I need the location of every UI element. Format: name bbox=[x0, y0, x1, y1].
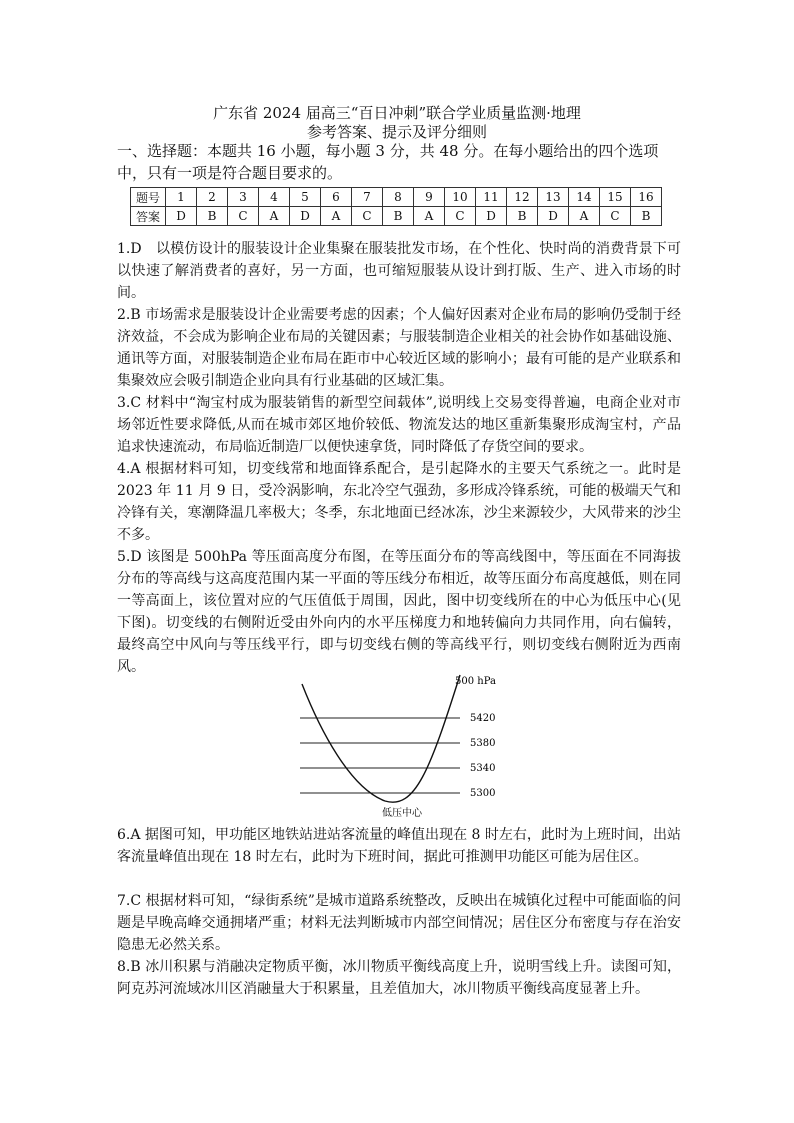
low-pressure-center-label: 低压中心 bbox=[382, 808, 422, 819]
document-title: 广东省 2024 届高三“百日冲刺”联合学业质量监测·地理 bbox=[213, 104, 581, 122]
table-cell-number: 3 bbox=[228, 188, 259, 207]
table-cell-answer: D bbox=[166, 207, 197, 226]
table-cell-answer: C bbox=[352, 207, 383, 226]
answer-table-number-row bbox=[131, 188, 662, 207]
table-cell-answer: C bbox=[445, 207, 476, 226]
table-cell-answer: B bbox=[507, 207, 538, 226]
table-cell-answer: A bbox=[414, 207, 445, 226]
table-cell-answer: A bbox=[259, 207, 290, 226]
contour-figure bbox=[290, 670, 520, 820]
table-cell-answer: C bbox=[228, 207, 259, 226]
contour-label: 5380 bbox=[470, 738, 496, 749]
table-cell-number: 5 bbox=[290, 188, 321, 207]
contour-label: 5420 bbox=[470, 713, 496, 724]
table-cell-number: 1 bbox=[166, 188, 197, 207]
answer-table bbox=[130, 187, 662, 226]
table-cell-number: 7 bbox=[352, 188, 383, 207]
table-cell-number: 16 bbox=[631, 188, 662, 207]
document-subtitle: 参考答案、提示及评分细则 bbox=[306, 123, 487, 141]
table-cell-number: 8 bbox=[383, 188, 414, 207]
explanation-q6: 6.A 据图可知，甲功能区地铁站进站客流量的峰值出现在 8 时左右，此时为上班时间，出站客流量峰值出现在 18 时左右，此时为下班时间，据此可推测甲功能区可能为居住区。 bbox=[117, 827, 681, 865]
table-cell-answer: A bbox=[321, 207, 352, 226]
table-cell-answer: D bbox=[290, 207, 321, 226]
explanation-q5: 5.D 该图是 500hPa 等压面高度分布图，在等压面分布的等高线图中，等压面在不同海拔分布的等高线与这高度范围内某一平面的等压线分布相近，故等压面分布高度越低，则在同一等高面上，该位置对应的气压值低于周围，因此，图中切变线所在的中心为低压中心(见下图)。切变线的右侧附近受由外向内的水平压梯度力和地转偏向力共同作用，向右偏转，最终高空中风向与等压线平行，即与切变线右侧的等高线平行，则切变线右侧附近为西南风。 bbox=[117, 549, 681, 675]
contour-label: 5300 bbox=[470, 788, 496, 799]
explanation-q7: 7.C 根据材料可知，“绿街系统”是城市道路系统整改，反映出在城镇化过程中可能面临的问题是早晚高峰交通拥堵严重；材料无法判断城市内部空间情况；居住区分布密度与存在治安隐患无必然关系。 bbox=[117, 893, 681, 953]
table-cell-number: 4 bbox=[259, 188, 290, 207]
answer-table-answer-row bbox=[131, 207, 662, 226]
section-heading: 一、选择题：本题共 16 小题，每小题 3 分，共 48 分。在每小题给出的四个选项中，只有一项是符合题目要求的。 bbox=[117, 142, 659, 182]
table-header-number: 题号 bbox=[131, 188, 166, 207]
table-cell-number: 15 bbox=[600, 188, 631, 207]
table-cell-number: 2 bbox=[197, 188, 228, 207]
table-cell-number: 9 bbox=[414, 188, 445, 207]
table-cell-answer: B bbox=[197, 207, 228, 226]
table-cell-answer: D bbox=[538, 207, 569, 226]
explanation-q8: 8.B 冰川积累与消融决定物质平衡，冰川物质平衡线高度上升，说明雪线上升。读图可知，阿克苏河流域冰川区消融量大于积累量，且差值加大，冰川物质平衡线高度显著上升。 bbox=[117, 959, 681, 997]
contour-label: 5340 bbox=[470, 763, 496, 774]
explanation-q3: 3.C 材料中“淘宝村成为服装销售的新型空间载体”,说明线上交易变得普遍，电商企业对市场邻近性要求降低,从而在城市郊区地价较低、物流发达的地区重新集聚形成淘宝村，产品追求快速流动，布局临近制造厂以便快速拿货，同时降低了存货空间的要求。 bbox=[117, 395, 681, 455]
shear-line-curve bbox=[302, 675, 460, 802]
table-cell-number: 12 bbox=[507, 188, 538, 207]
explanation-q2: 2.B 市场需求是服装设计企业需要考虑的因素；个人偏好因素对企业布局的影响仍受制于经济效益，不会成为影响企业布局的关键因素；与服装制造企业相关的社会协作如基础设施、通讯等方面，对服装制造企业布局在距市中心较近区域的影响小；最有可能的是产业联系和集聚效应会吸引制造企业向具有行业基础的区域汇集。 bbox=[117, 307, 681, 389]
table-cell-number: 14 bbox=[569, 188, 600, 207]
table-cell-answer: B bbox=[383, 207, 414, 226]
table-cell-answer: B bbox=[631, 207, 662, 226]
table-cell-number: 11 bbox=[476, 188, 507, 207]
table-header-answer: 答案 bbox=[131, 207, 166, 226]
figure-level-label: 500 hPa bbox=[455, 676, 496, 687]
table-cell-answer: D bbox=[476, 207, 507, 226]
table-cell-answer: C bbox=[600, 207, 631, 226]
table-cell-number: 13 bbox=[538, 188, 569, 207]
table-cell-answer: A bbox=[569, 207, 600, 226]
explanation-q4: 4.A 根据材料可知，切变线常和地面锋系配合，是引起降水的主要天气系统之一。此时是 2023 年 11 月 9 日，受冷涡影响，东北冷空气强劲，多形成冷锋系统，可能的极端天气和冷锋有关，寒潮降温几率极大；冬季，东北地面已经冰冻，沙尘来源较少，大风带来的沙尘不多。 bbox=[117, 461, 681, 543]
explanation-q1: 1.D 以模仿设计的服装设计企业集聚在服装批发市场，在个性化、快时尚的消费背景下可以快速了解消费者的喜好，另一方面，也可缩短服装从设计到打版、生产、进入市场的时间。 bbox=[117, 241, 681, 301]
table-cell-number: 6 bbox=[321, 188, 352, 207]
table-cell-number: 10 bbox=[445, 188, 476, 207]
